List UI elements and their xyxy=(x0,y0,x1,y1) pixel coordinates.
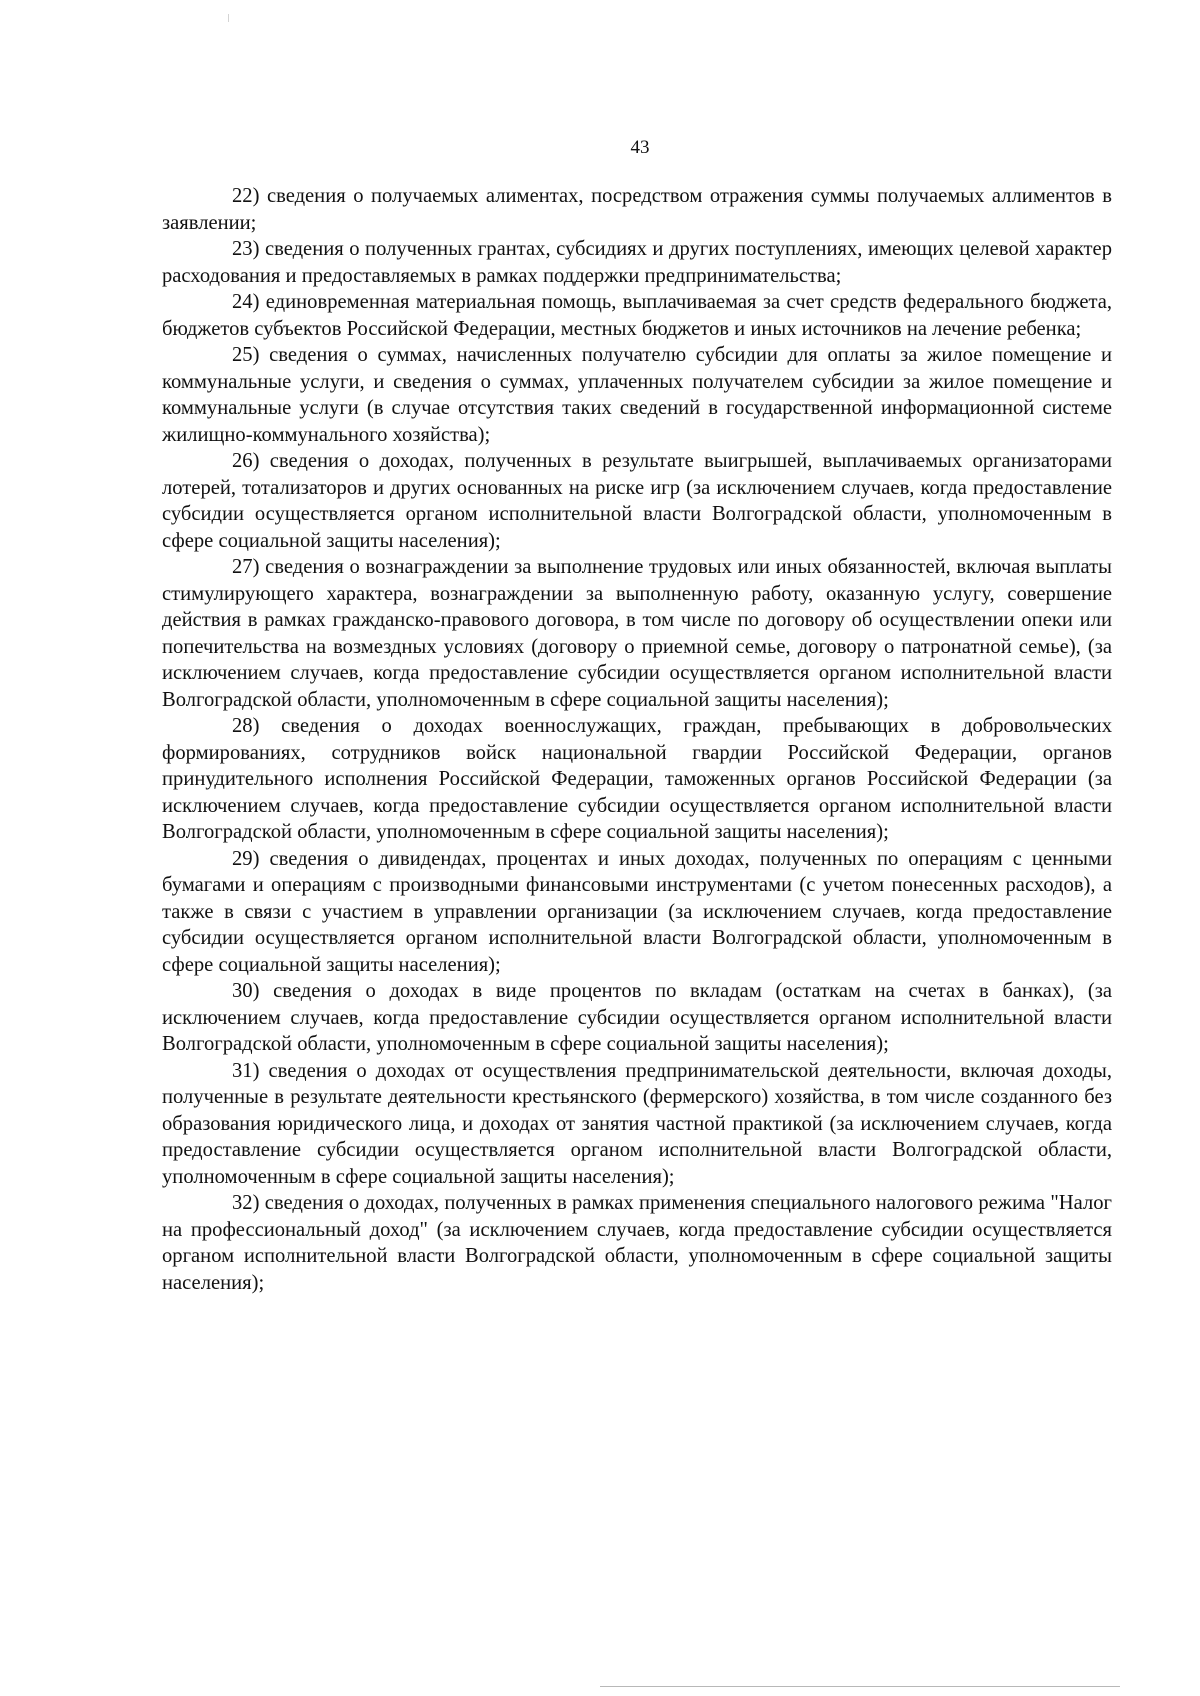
list-item-22: 22) сведения о получаемых алиментах, посредством отражения суммы получаемых аллиментов в заявлении; xyxy=(162,185,1112,234)
list-item-26: 26) сведения о доходах, полученных в результате выигрышей, выплачиваемых организаторами лотерей, тотализаторов и других основанных на риске игр (за исключением случаев, когда предоставление субсидии осуществляется органом исполнительной власти Волгоградской области, уполномоченным в сфере социальной защиты населения); xyxy=(162,450,1112,552)
list-item-29: 29) сведения о дивидендах, процентах и иных доходах, полученных по операциям с ценными бумагами и операциям с производными финансовыми инструментами (с учетом понесенных расходов), а также в связи с участием в управлении организации (за исключением случаев, когда предоставление субсидии осуществляется органом исполнительной власти Волгоградской области, уполномоченным в сфере социальной защиты населения); xyxy=(162,847,1112,976)
document-body xyxy=(162,183,1112,1296)
list-item-28: 28) сведения о доходах военнослужащих, граждан, пребывающих в добровольческих формированиях, сотрудников войск национальной гвардии Российской Федерации, органов принудительного исполнения Российской Федерации, таможенных органов Российской Федерации (за исключением случаев, когда предоставление субсидии осуществляется органом исполнительной власти Волгоградской области, уполномоченным в сфере социальной защиты населения); xyxy=(162,715,1112,843)
scan-artifact-mark xyxy=(228,14,229,22)
list-item-30: 30) сведения о доходах в виде процентов по вкладам (остаткам на счетах в банках), (за исключением случаев, когда предоставление субсидии осуществляется органом исполнительной власти Волгоградской области, уполномоченным в сфере социальной защиты населения); xyxy=(162,980,1112,1055)
list-item-25: 25) сведения о суммах, начисленных получателю субсидии для оплаты за жилое помещение и коммунальные услуги, и сведения о суммах, уплаченных получателем субсидии за жилое помещение и коммунальные услуги (в случае отсутствия таких сведений в государственной информационной системе жилищно-коммунального хозяйства); xyxy=(162,344,1112,446)
list-item-23: 23) сведения о полученных грантах, субсидиях и других поступлениях, имеющих целевой характер расходования и предоставляемых в рамках поддержки предпринимательства; xyxy=(162,238,1112,287)
list-item-32: 32) сведения о доходах, полученных в рамках применения специального налогового режима "Налог на профессиональный доход" (за исключением случаев, когда предоставление субсидии осуществляется органом исполнительной власти Волгоградской области, уполномоченным в сфере социальной защиты населения); xyxy=(162,1192,1112,1294)
list-item-31: 31) сведения о доходах от осуществления предпринимательской деятельности, включая доходы, полученные в результате деятельности крестьянского (фермерского) хозяйства, в том числе созданного без образования юридического лица, и доходах от занятия частной практикой (за исключением случаев, когда предоставление субсидии осуществляется органом исполнительной власти Волгоградской области, уполномоченным в сфере социальной защиты населения); xyxy=(162,1059,1112,1188)
page-number: 43 xyxy=(630,137,650,158)
list-item-27: 27) сведения о вознаграждении за выполнение трудовых или иных обязанностей, включая выплаты стимулирующего характера, вознаграждении за выполненную работу, оказанную услугу, совершение действия в рамках гражданско-правового договора, в том числе по договору об осуществлении опеки или попечительства на возмездных условиях (договору о приемной семье, договору о патронатной семье), (за исключением случаев, когда предоставление субсидии осуществляется органом исполнительной власти Волгоградской области, уполномоченным в сфере социальной защиты населения); xyxy=(162,556,1112,711)
list-item-24: 24) единовременная материальная помощь, выплачиваемая за счет средств федерального бюджета, бюджетов субъектов Российской Федерации, местных бюджетов и иных источников на лечение ребенка; xyxy=(162,291,1112,340)
scan-artifact-line xyxy=(600,1686,1120,1687)
